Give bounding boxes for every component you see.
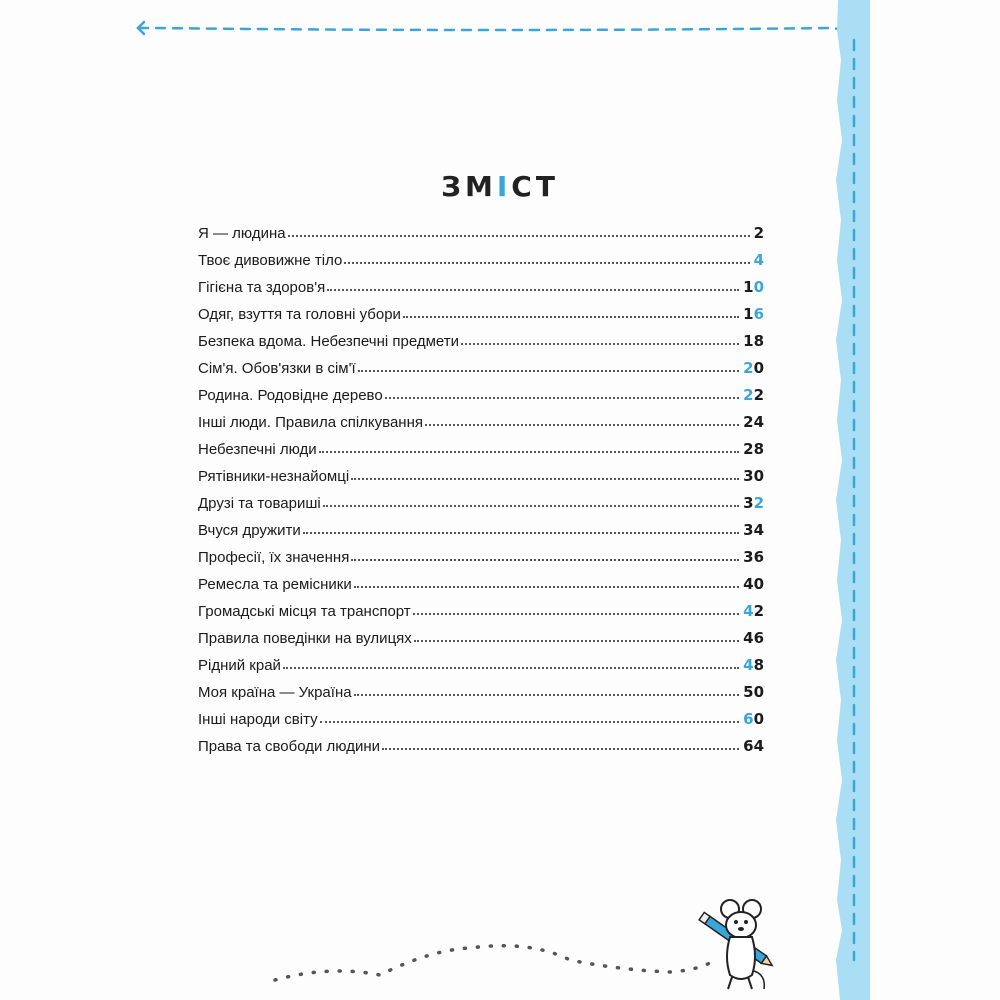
toc-entry-title: Права та свободи людини [198, 738, 380, 755]
toc-dot-leader [344, 262, 749, 264]
toc-dot-leader [351, 559, 739, 561]
toc-entry-title: Друзі та товариші [198, 495, 321, 512]
toc-entry[interactable] [198, 539, 764, 566]
title-part-2: І [496, 170, 512, 203]
toc-entry-page: 16 [743, 305, 764, 323]
toc-entry-page: 20 [743, 359, 764, 377]
toc-entry-title: Гігієна та здоров'я [198, 279, 326, 296]
toc-entry-page: 24 [743, 413, 764, 431]
toc-entry[interactable] [198, 512, 764, 539]
toc-entry-title: Правила поведінки на вулицях [198, 630, 412, 647]
toc-entry-page: 22 [743, 386, 764, 404]
toc-entry[interactable] [198, 728, 764, 755]
toc-entry-page: 42 [743, 602, 764, 620]
toc-dot-leader [303, 532, 739, 534]
toc-entry[interactable] [198, 566, 764, 593]
toc-dot-leader [351, 478, 739, 480]
toc-entry[interactable] [198, 296, 764, 323]
toc-entry-title: Небезпечні люди [198, 441, 317, 458]
table-of-contents [198, 215, 764, 755]
toc-entry[interactable] [198, 323, 764, 350]
dotted-trail [270, 930, 730, 990]
toc-entry[interactable] [198, 269, 764, 296]
toc-entry-page: 4 [753, 251, 764, 269]
toc-entry-page: 40 [743, 575, 764, 593]
toc-entry-page: 30 [743, 467, 764, 485]
toc-entry-title: Рідний край [198, 657, 281, 674]
toc-dot-leader [327, 289, 739, 291]
toc-entry-page: 64 [743, 737, 764, 755]
toc-entry[interactable] [198, 404, 764, 431]
toc-entry[interactable] [198, 215, 764, 242]
toc-entry[interactable] [198, 701, 764, 728]
toc-entry-page: 36 [743, 548, 764, 566]
toc-entry-title: Інші народи світу [198, 711, 318, 728]
title-part-3: СТ [511, 170, 559, 203]
toc-entry-page: 2 [753, 224, 764, 242]
toc-entry-page: 60 [743, 710, 764, 728]
toc-dot-leader [288, 235, 750, 237]
toc-entry-page: 50 [743, 683, 764, 701]
toc-dot-leader [385, 397, 739, 399]
toc-entry-title: Інші люди. Правила спілкування [198, 414, 423, 431]
toc-dot-leader [403, 316, 739, 318]
toc-entry-title: Безпека вдома. Небезпечні предмети [198, 333, 460, 350]
top-dashed-arrow-line [130, 14, 860, 44]
toc-entry-title: Я — людина [198, 225, 286, 242]
toc-entry-page: 18 [743, 332, 764, 350]
mouse-with-pencil-icon [690, 895, 780, 995]
page-title [0, 170, 1000, 203]
toc-dot-leader [320, 721, 740, 723]
toc-entry-title: Одяг, взуття та головні убори [198, 306, 401, 323]
title-part-1: ЗМ [441, 170, 497, 203]
toc-entry-title: Сім'я. Обов'язки в сім'ї [198, 360, 356, 377]
toc-dot-leader [354, 586, 739, 588]
toc-dot-leader [283, 667, 739, 669]
toc-dot-leader [323, 505, 739, 507]
toc-dot-leader [319, 451, 739, 453]
arrow-left-icon [138, 22, 148, 34]
toc-entry[interactable] [198, 350, 764, 377]
toc-entry-page: 32 [743, 494, 764, 512]
toc-dot-leader [414, 640, 739, 642]
toc-dot-leader [358, 370, 739, 372]
toc-entry-page: 34 [743, 521, 764, 539]
toc-entry[interactable] [198, 431, 764, 458]
toc-dot-leader [425, 424, 739, 426]
toc-dot-leader [382, 748, 739, 750]
toc-entry[interactable] [198, 593, 764, 620]
toc-entry[interactable] [198, 485, 764, 512]
toc-entry-page: 48 [743, 656, 764, 674]
toc-entry[interactable] [198, 647, 764, 674]
toc-entry-title: Вчуся дружити [198, 522, 301, 539]
toc-entry-title: Родина. Родовідне дерево [198, 387, 383, 404]
toc-entry-page: 28 [743, 440, 764, 458]
toc-dot-leader [413, 613, 739, 615]
toc-entry[interactable] [198, 377, 764, 404]
toc-entry[interactable] [198, 674, 764, 701]
toc-dot-leader [461, 343, 739, 345]
toc-entry-title: Професії, їх значення [198, 549, 350, 566]
toc-entry-title: Рятівники-незнайомці [198, 468, 350, 485]
toc-entry[interactable] [198, 242, 764, 269]
toc-entry-page: 46 [743, 629, 764, 647]
toc-entry-page: 10 [743, 278, 764, 296]
toc-entry[interactable] [198, 458, 764, 485]
toc-entry-title: Громадські місця та транспорт [198, 603, 411, 620]
toc-entry[interactable] [198, 620, 764, 647]
toc-dot-leader [354, 694, 740, 696]
toc-entry-title: Твоє дивовижне тіло [198, 252, 343, 269]
toc-entry-title: Ремесла та ремісники [198, 576, 352, 593]
toc-entry-title: Моя країна — Україна [198, 684, 352, 701]
right-decorative-band [830, 0, 870, 1000]
